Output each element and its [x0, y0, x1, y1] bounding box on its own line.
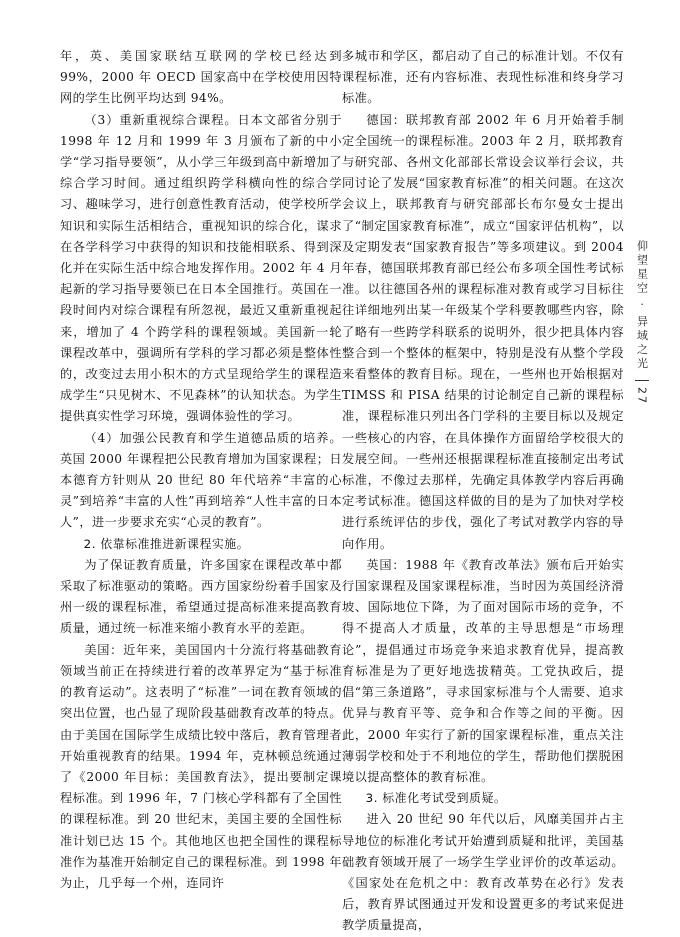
section-heading: 3. 标准化考试受到质疑。 — [365, 791, 507, 806]
header-divider — [635, 380, 649, 381]
paragraph: 多城市和学区，都启动了自己的标准计划。不仅有课程标准，还有内容标准、表现性标准和终身学习标准。 — [342, 49, 624, 106]
running-title: 仰望星空 · 异域之光 — [635, 240, 649, 372]
paragraph: （4）加强公民教育和学生道德品质的培养。英国 2000 年课程把公民教育增加为国家课程；日本德育方针则从 20 世纪 80 年代培养“丰富的心灵”到培养“丰富的人性”再到培养“人性丰富的日本人”，进一步要求充实“心灵的教育”。 — [60, 430, 342, 530]
paragraph: 英国：1988 年《教育改革法》颁布后开始实行国家课程及国家课程标准，当时因为英国经济滑坡、国际地位下降，为了面对国际市场的竞争，不得不提高人才质量，改革的主导思想是“市场理论”，提倡通过市场竞争来追求教育优异，提高教育标准是为了更好地选拔精英。工党执政后，提倡“第三条道路”，寻求国家标准与个人需要、追求优异与教育平等、竞争和合作等之间的平衡。因此，2000 年实行了新的国家课程标准，重点关注薄弱学校和处于不利地位的学生，帮助他们摆脱困境以提高整体的教育标准。 — [342, 557, 624, 784]
paragraph: 德国：联邦教育部 2002 年 6 月开始着手制定全国统一的课程标准。2003 年 2 月，联邦教育与研究部、各州文化部部长常设会议举行会议，共同讨论了发展“国家教育标准”的相关问题。在这次会议上，联邦教育与研究部部长布尔曼女士提出了“制定国家教育标准”，成立“国家评估机构”，以及定期发表“国家教育报告”等多项建议。到 2004 年春，德国联邦教育部已经公布多项全国性考试标准。以往德国各州的课程标准对教育或学习目标往往详细地列出某一年级某个学科要教哪些内容，除了略有一些跨学科联系的说明外，很少把具体内容整合到一个整体的框架中，特别是没有从整个学段来看整体的教育目标。现在，一些州也开始根据对 TIMSS 和 PISA 结果的讨论制定自己新的课程标准，课程标准只列出各门学科的主要目标以及规定一些核心的内容，在具体操作方面留给学校很大的发展空间。一些州还根据课程标准直接制定出考试标准，不像过去那样，先确定具体教学内容后再确定考试标准。德国这样做的目的是为了加快对学校进行系统评估的步伐，强化了考试对教学内容的导向作用。 — [342, 112, 624, 551]
section-heading: 2. 依靠标准推进新课程实施。 — [83, 536, 250, 551]
side-running-header — [630, 240, 654, 405]
left-column — [60, 46, 342, 894]
paragraph: 进入 20 世纪 90 年代以后，风靡美国并占主导地位的标准化考试开始遭到质疑和批评，美国基础教育领域开展了一场学生学业评价的改革运动。《国家处在危机之中：教育改革势在必行》发表后，教育界试图通过开发和设置更多的考试来促进教学质量提高， — [342, 812, 624, 933]
paragraph: 为了保证教育质量，许多国家在课程改革中都采取了标准驱动的策略。西方国家纷纷着手国家及州一级的课程标准，希望通过提高标准来提高教育质量，通过统一标准来缩小教育水平的差距。 — [60, 557, 342, 636]
page-number: 27 — [635, 386, 649, 405]
paragraph: 美国：近年来，美国国内十分流行将基础教育领域当前正在持续进行着的改革界定为“基于标准的教育运动”。这表明了“标准”一词在教育领域的突出位置，也凸显了现阶段基础教育改革的特点。由于美国在国际学生成绩比较中落后，教育管理者开始重视教育的结果。1994 年，克林顿总统通过了《2000 年目标：美国教育法》，提出要制定课程标准。到 1996 年，7 门核心学科都有了全国性的课程标准。到 20 世纪末，美国主要的全国性标准计划已达 15 个。其他地区也把全国性的课程标准作为基准开始制定自己的课程标准。到 1998 年为止，几乎每一个州，连同许 — [60, 642, 342, 890]
right-column — [342, 46, 624, 937]
paragraph: （3）重新重视综合课程。日本文部省分别于 1998 年 12 月和 1999 年 3 月颁布了新的中小学“学习指导要领”，从小学三年级到高中新增加了综合学习时间。通过组织跨学科横向性的综合学习、趣味学习，进行创意性教育活动，使学校所学知识和实际生活相结合，重视知识的综合化，谋求在各学科学习中获得的知识和技能相联系、得到深化并在实际生活中综合地发挥作用。2002 年 4 月起新的学习指导要领已在日本全国推行。英国在一段时间内对综合课程有所忽视，最近又重新重视起来，增加了 4 个跨学科的课程领域。美国新一轮课程改革中，强调所有学科的学习都必须是整体性的，改变过去用小积木的方式呈现给学生的课程造成学生“只见树木、不见森林”的认知状态。为学生提供真实性学习环境，强调体验性的学习。 — [60, 112, 342, 424]
paragraph: 年，英、美国家联结互联网的学校已经达到 99%，2000 年 OECD 国家高中在学校使用因特网的学生比例平均达到 94%。 — [60, 49, 342, 106]
